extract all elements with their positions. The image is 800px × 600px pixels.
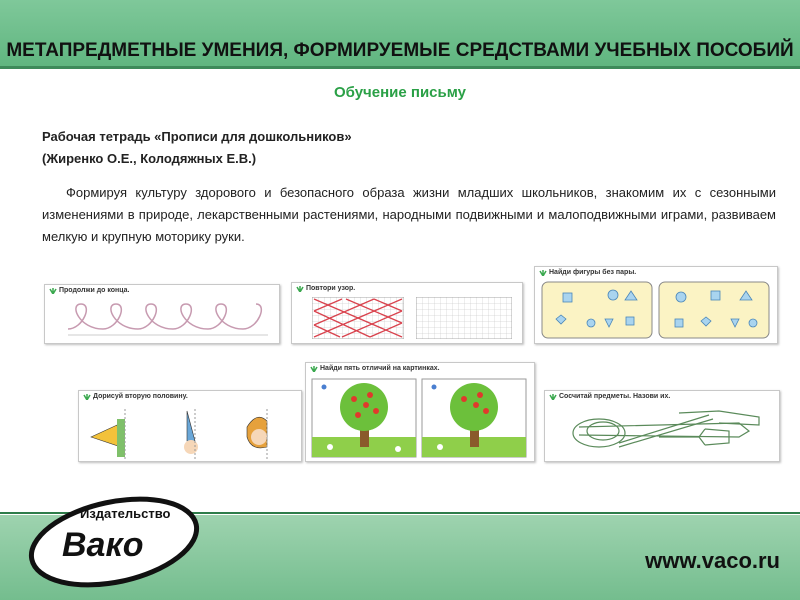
logo-publisher-text: Издательство [80,506,171,521]
logo-brand-text: Вако [62,526,144,564]
loops-pattern [63,299,273,339]
empty-grid [416,297,512,339]
description-paragraph: Формируя культуру здорового и безопасного образа жизни младших школьников, знакомим их с сезонными изменениями в природе, лекарственными растениями, народными подвижными и малоподвижными играми, развиваем мелкую и крупную моторику руки. [42,185,776,244]
page-title: МЕТАПРЕДМЕТНЫЕ УМЕНИЯ, ФОРМИРУЕМЫЕ СРЕДСТВАМИ УЧЕБНЫХ ПОСОБИЙ [6,40,794,61]
half-figures [87,407,293,459]
exercise-card-count [544,390,780,462]
book-reference [42,126,352,170]
card-caption: Дорисуй вторую половину. [93,393,188,400]
website-link[interactable]: www.vaco.ru [645,548,780,573]
exercise-card-halves [78,390,302,462]
book-authors: (Жиренко О.Е., Колодяжных Е.В.) [42,151,257,166]
sprout-icon [538,270,548,276]
cross-pattern [312,297,404,339]
exercise-card-shapes [534,266,778,344]
exercise-card-differences [305,362,535,462]
overlapping-objects [559,403,769,459]
header-divider [0,66,800,69]
exercise-card-pattern [291,282,523,344]
card-caption: Продолжи до конца. [59,287,130,294]
difference-pictures [310,377,530,459]
sprout-icon [82,394,92,400]
exercise-card-loops [44,284,280,344]
sprout-icon [309,366,319,372]
page-subtitle: Обучение письму [333,84,466,101]
sprout-icon [295,286,305,292]
card-caption: Повтори узор. [306,285,356,292]
card-caption: Найди фигуры без пары. [549,269,637,276]
sprout-icon [48,288,58,294]
sprout-icon [548,394,558,400]
shapes-panels [541,281,771,339]
publisher-logo [22,490,202,590]
book-title: Рабочая тетрадь «Прописи для дошкольников» [42,129,352,144]
card-caption: Сосчитай предметы. Назови их. [559,393,671,400]
card-caption: Найди пять отличий на картинках. [320,365,440,372]
